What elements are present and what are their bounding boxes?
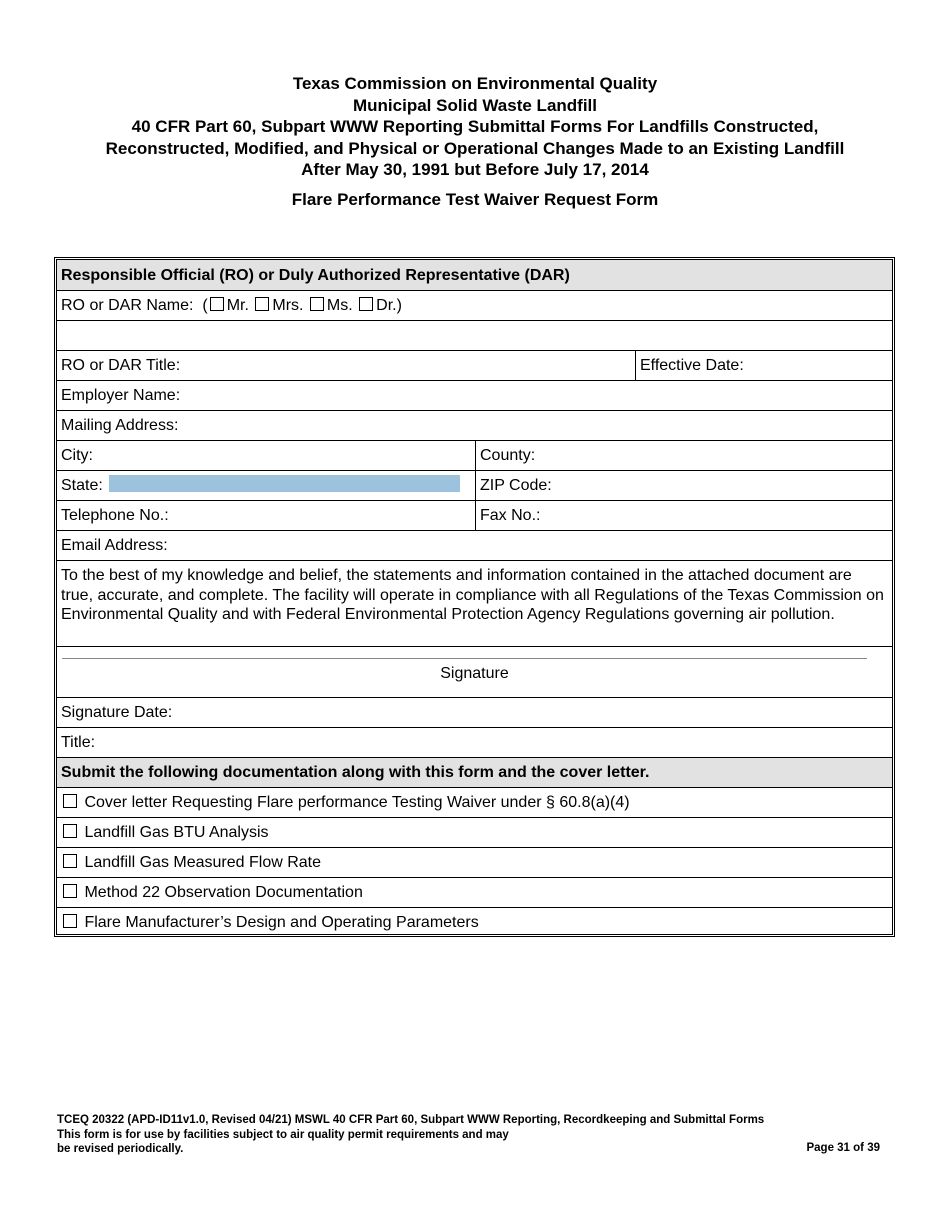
program-name: Municipal Solid Waste Landfill — [353, 95, 597, 115]
document-header — [0, 73, 950, 181]
name-label: RO or DAR Name: — [61, 297, 194, 314]
county-field[interactable] — [475, 441, 535, 470]
city-label: City: — [61, 447, 93, 464]
effective-date-field[interactable] — [635, 351, 744, 380]
certification-text: To the best of my knowledge and belief, the statements and information contained in the attached document are true, accurate, and complete. The facility will operate in compliance with all Regulations of the Texas Commission on Environmental Quality and with Federal Environmental Protection Agency Regulations governing air pollution. — [61, 567, 884, 623]
method-22-label: Method 22 Observation Documentation — [84, 884, 363, 901]
ms-label: Ms. — [326, 297, 353, 314]
state-dropdown[interactable] — [109, 475, 460, 492]
page-footer — [57, 1113, 764, 1157]
footer-form-id: TCEQ 20322 (APD-ID11v1.0, Revised 04/21) MSWL 40 CFR Part 60, Subpart WWW Reporting, Recordkeeping and Submittal Forms — [57, 1114, 765, 1126]
submit-section-header — [57, 758, 892, 788]
zip-field[interactable] — [475, 471, 552, 500]
mr-label: Mr. — [226, 297, 249, 314]
cover-letter-label: Cover letter Requesting Flare performance Testing Waiver under § 60.8(a)(4) — [84, 794, 630, 811]
method-22-checkbox[interactable] — [63, 884, 77, 898]
telephone-field[interactable] — [57, 501, 475, 530]
employer-label: Employer Name: — [61, 387, 181, 404]
cover-letter-checkbox[interactable] — [63, 794, 77, 808]
name-row — [57, 291, 892, 321]
fax-field[interactable] — [475, 501, 540, 530]
mailing-address-label: Mailing Address: — [61, 417, 179, 434]
signature-date-field[interactable] — [57, 698, 892, 728]
footer-note-2: be revised periodically. — [57, 1143, 184, 1155]
telephone-label: Telephone No.: — [61, 507, 169, 524]
effective-date-label: Effective Date: — [640, 357, 744, 374]
mrs-checkbox[interactable] — [255, 297, 269, 311]
flow-rate-checkbox[interactable] — [63, 854, 77, 868]
mailing-address-field[interactable] — [57, 411, 892, 441]
name-entry-field[interactable] — [57, 321, 892, 351]
document-item — [57, 788, 892, 818]
certification-row — [57, 561, 892, 647]
document-item — [57, 878, 892, 908]
form-title: Flare Performance Test Waiver Request Form — [291, 190, 659, 209]
ro-section-title: Responsible Official (RO) or Duly Authorized Representative (DAR) — [61, 267, 570, 284]
city-field[interactable] — [57, 441, 475, 470]
flare-parameters-checkbox[interactable] — [63, 914, 77, 928]
title-field[interactable] — [57, 728, 892, 758]
ro-section-header — [57, 260, 892, 291]
city-county-row — [57, 441, 892, 471]
ro-title-label: RO or DAR Title: — [61, 357, 181, 374]
mrs-label: Mrs. — [272, 297, 304, 314]
document-item — [57, 908, 892, 936]
btu-analysis-checkbox[interactable] — [63, 824, 77, 838]
email-field[interactable] — [57, 531, 892, 561]
zip-label: ZIP Code: — [480, 477, 552, 494]
signature-date-label: Signature Date: — [61, 704, 173, 721]
title-label: Title: — [61, 734, 96, 751]
btu-analysis-label: Landfill Gas BTU Analysis — [84, 824, 269, 841]
regulation-line-3: After May 30, 1991 but Before July 17, 2014 — [301, 160, 649, 179]
signature-row[interactable] — [57, 647, 892, 698]
agency-name: Texas Commission on Environmental Quality — [292, 74, 658, 93]
flow-rate-label: Landfill Gas Measured Flow Rate — [84, 854, 322, 871]
mr-checkbox[interactable] — [210, 297, 224, 311]
flare-parameters-label: Flare Manufacturer’s Design and Operating Parameters — [84, 914, 479, 931]
regulation-line-1: 40 CFR Part 60, Subpart WWW Reporting Submittal Forms For Landfills Constructed, — [131, 117, 819, 136]
footer-note-1: This form is for use by facilities subject to air quality permit requirements and may — [57, 1128, 509, 1141]
waiver-form — [54, 257, 895, 937]
ms-checkbox[interactable] — [310, 297, 324, 311]
dr-label: Dr.) — [376, 297, 402, 314]
regulation-line-2: Reconstructed, Modified, and Physical or Operational Changes Made to an Existing Landfill — [105, 138, 845, 158]
title-row — [57, 351, 892, 381]
fax-label: Fax No.: — [480, 507, 541, 524]
email-label: Email Address: — [61, 537, 168, 554]
state-label: State: — [61, 477, 103, 494]
state-zip-row — [57, 471, 892, 501]
document-item — [57, 818, 892, 848]
signature-label: Signature — [440, 665, 509, 682]
submit-heading: Submit the following documentation along with this form and the cover letter. — [61, 764, 650, 781]
name-open-paren: ( — [202, 297, 208, 314]
phone-fax-row — [57, 501, 892, 531]
page-number: Page 31 of 39 — [806, 1142, 880, 1154]
ro-title-field[interactable] — [57, 351, 635, 380]
document-item — [57, 848, 892, 878]
employer-field[interactable] — [57, 381, 892, 411]
dr-checkbox[interactable] — [359, 297, 373, 311]
county-label: County: — [480, 447, 536, 464]
